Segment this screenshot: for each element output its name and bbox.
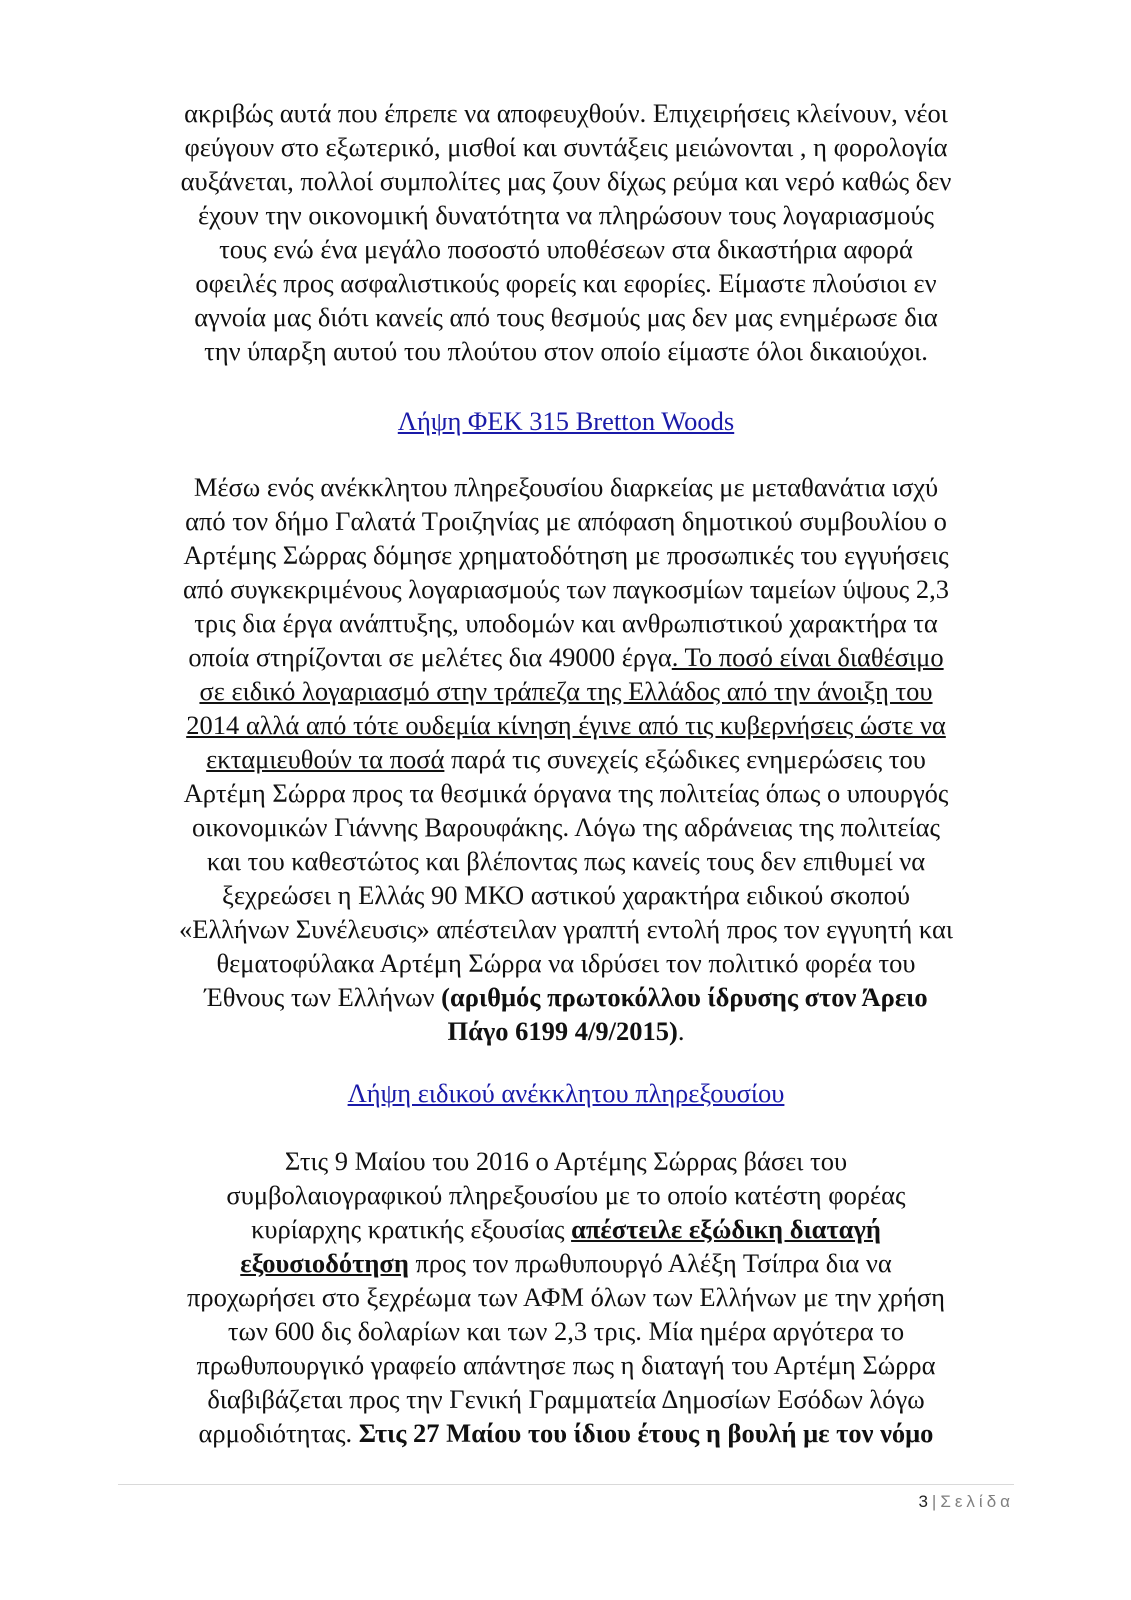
footer-separator: |	[931, 1492, 937, 1511]
text-line: οφειλές προς ασφαλιστικούς φορείς και εφορίες. Είμαστε πλούσιοι εν	[195, 268, 937, 298]
text-line: Στις 9 Μαίου του 2016 ο Αρτέμης Σώρρας βάσει του	[284, 1146, 848, 1176]
text-line: την ύπαρξη αυτού του πλούτου στον οποίο είμαστε όλοι δικαιούχοι.	[204, 336, 928, 366]
text-line: Μέσω ενός ανέκκλητου πληρεξουσίου διαρκείας με μεταθανάτια ισχύ	[193, 472, 939, 502]
text-line	[118, 742, 1014, 776]
text-run: κυρίαρχης κρατικής εξουσίας	[251, 1214, 572, 1244]
text-run: .	[677, 1016, 685, 1046]
page-footer	[918, 1492, 1014, 1512]
paragraph-order	[118, 1144, 1014, 1450]
text-line: Αρτέμης Σώρρας δόμησε χρηματοδότηση με προσωπικές του εγγυήσεις	[183, 540, 949, 570]
text-line: τους ενώ ένα μεγάλο ποσοστό υποθέσεων στα δικαστήρια αφορά	[219, 234, 913, 264]
text-line: διαβιβάζεται προς την Γενική Γραμματεία Δημοσίων Εσόδων λόγω	[207, 1384, 925, 1414]
document-page	[118, 0, 1014, 1600]
text-line: οικονομικών Γιάννης Βαρουφάκης. Λόγω της αδράνειας της πολιτείας	[191, 812, 941, 842]
paragraph-economy	[118, 96, 1014, 368]
text-line: από τον δήμο Γαλατά Τροιζηνίας με απόφαση δημοτικού συμβουλίου ο	[185, 506, 947, 536]
underlined-text-line: 2014 αλλά από τότε ουδεμία κίνηση έγινε από τις κυβερνήσεις ώστε να	[186, 710, 946, 740]
text-line: «Ελλήνων Συνέλευσις» απέστειλαν γραπτή εντολή προς τον εγγυητή και	[179, 914, 953, 944]
text-line: από συγκεκριμένους λογαριασμούς των παγκοσμίων ταμείων ύψους 2,3	[183, 574, 949, 604]
text-line: έχουν την οικονομική δυνατότητα να πληρώσουν τους λογαριασμούς	[198, 200, 934, 230]
bold-underlined-text: απέστειλε εξώδικη διαταγή	[571, 1214, 881, 1244]
text-line: αγνοία μας διότι κανείς από τους θεσμούς μας δεν μας ενημέρωσε δια	[194, 302, 938, 332]
bold-text: Στις 27 Μαίου του ίδιου έτους η βουλή με τον νόμο	[358, 1418, 934, 1448]
page-number: 3	[918, 1492, 928, 1511]
text-line: των 600 δις δολαρίων και των 2,3 τρις. Μία ημέρα αργότερα το	[227, 1316, 905, 1346]
text-run: παρά τις συνεχείς εξώδικες ενημερώσεις του	[444, 744, 926, 774]
text-run: οποία στηρίζονται σε μελέτες δια 49000 έργα	[188, 642, 672, 672]
text-line: θεματοφύλακα Αρτέμη Σώρρα να ιδρύσει τον πολιτικό φορέα του	[216, 948, 916, 978]
underlined-text: εκταμιευθούν τα ποσά	[206, 744, 445, 774]
text-line: αυξάνεται, πολλοί συμπολίτες μας ζουν δίχως ρεύμα και νερό καθώς δεν	[180, 166, 952, 196]
text-line	[118, 1246, 1014, 1280]
text-line: φεύγουν στο εξωτερικό, μισθοί και συντάξεις μειώνονται , η φορολογία	[184, 132, 948, 162]
text-line: προχωρήσει στο ξεχρέωμα των ΑΦΜ όλων των Ελλήνων με την χρήση	[186, 1282, 946, 1312]
text-line: πρωθυπουργικό γραφείο απάντησε πως η διαταγή του Αρτέμη Σώρρα	[196, 1350, 936, 1380]
text-run: προς τον πρωθυπουργό Αλέξη Τσίπρα δια να	[408, 1248, 892, 1278]
bold-text: (αριθμός πρωτοκόλλου ίδρυσης στον Άρειο	[441, 982, 928, 1012]
page-label: Σελίδα	[940, 1492, 1014, 1511]
text-run: αρμοδιότητας.	[198, 1418, 359, 1448]
footer-divider	[118, 1484, 1014, 1485]
link-download-fek[interactable]: Λήψη ΦΕΚ 315 Bretton Woods	[397, 406, 735, 436]
underlined-text: . Το ποσό είναι διαθέσιμο	[671, 642, 944, 672]
text-line: τρις δια έργα ανάπτυξης, υποδομών και ανθρωπιστικού χαρακτήρα τα	[194, 608, 938, 638]
text-line: ξεχρεώσει η Ελλάς 90 ΜΚΟ αστικού χαρακτήρα ειδικού σκοπού	[222, 880, 910, 910]
bold-underlined-text: εξουσιοδότηση	[240, 1248, 409, 1278]
link-download-proxy[interactable]: Λήψη ειδικού ανέκκλητου πληρεξουσίου	[347, 1078, 785, 1108]
text-line: και του καθεστώτος και βλέποντας πως κανείς τους δεν επιθυμεί να	[206, 846, 926, 876]
text-line: Αρτέμη Σώρρα προς τα θεσμικά όργανα της πολιτείας όπως ο υπουργός	[183, 778, 949, 808]
bold-text: Πάγο 6199 4/9/2015)	[447, 1016, 678, 1046]
text-line	[118, 1212, 1014, 1246]
underlined-text-line: σε ειδικό λογαριασμό στην τράπεζα της Ελλάδος από την άνοιξη του	[199, 676, 933, 706]
text-line	[118, 980, 1014, 1014]
text-line	[118, 1416, 1014, 1450]
paragraph-financing	[118, 470, 1014, 1048]
text-line: ακριβώς αυτά που έπρεπε να αποφευχθούν. Επιχειρήσεις κλείνουν, νέοι	[184, 98, 948, 128]
text-line: συμβολαιογραφικού πληρεξουσίου με το οποίο κατέστη φορέας	[226, 1180, 906, 1210]
text-line	[118, 1014, 1014, 1048]
text-run: Έθνους των Ελλήνων	[204, 982, 442, 1012]
text-line	[118, 640, 1014, 674]
